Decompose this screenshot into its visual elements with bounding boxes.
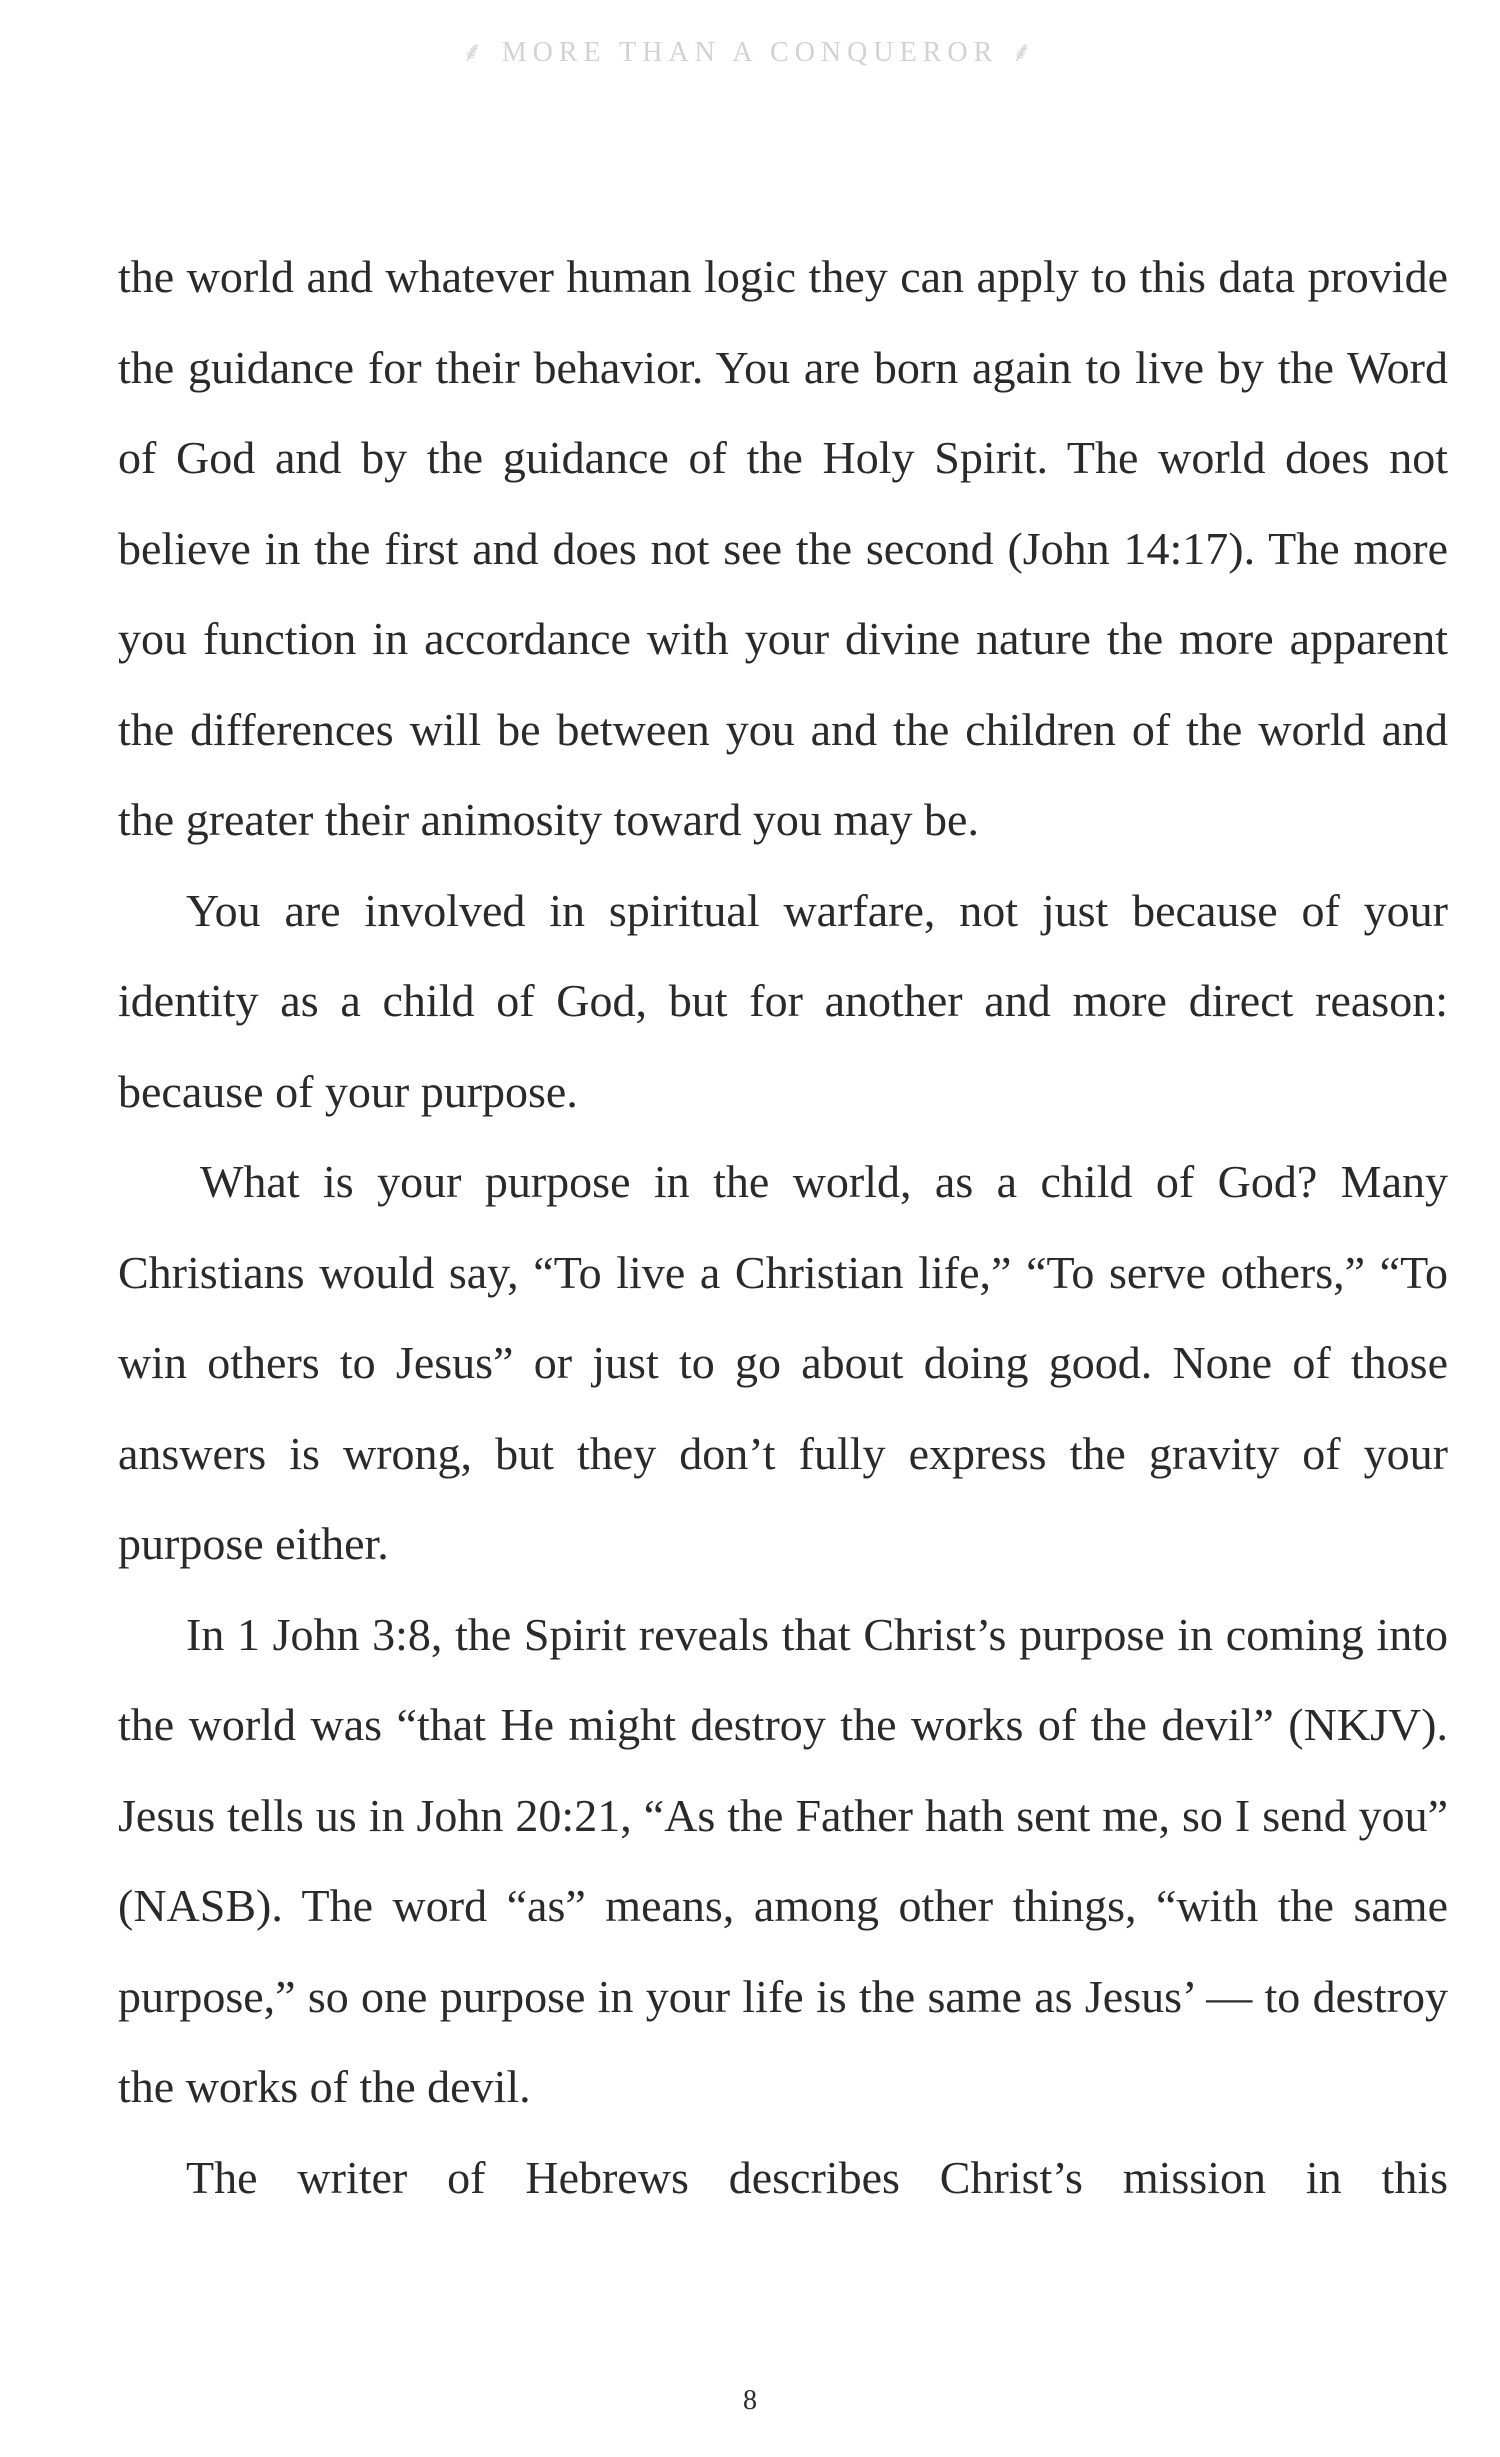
running-header: ⸙ MORE THAN A CONQUEROR ⸙ [461, 37, 1039, 68]
paragraph-3: What is your purpose in the world, as a child of God? Many Christians would say, “To live a Christian life,” “To serve others,” “To win others to Jesus” or just to go about doing good. None of those answers is wrong, but they don’t fully express the gravity of your purpose either. [118, 1156, 1448, 1569]
paragraph-1: the world and whatever human logic they can apply to this data provide the guidance for their behavior. You are born again to live by the Word of God and by the guidance of the Holy Spirit. The world does not believe in the first and does not see the second (John 14:17). The more you function in accordance with your divine nature the more apparent the differences will be between you and the children of the world and the greater their animosity toward you may be. [118, 251, 1448, 845]
paragraph-5: The writer of Hebrews describes Christ’s mission in this [186, 2151, 1448, 2203]
page-number: 8 [743, 2385, 757, 2416]
paragraph-4: In 1 John 3:8, the Spirit reveals that Christ’s purpose in coming into the world was “that He might destroy the works of the devil” (NKJV). Jesus tells us in John 20:21, “As the Father hath sent me, so I send you” (NASB). The word “as” means, among other things, “with the same purpose,” so one purpose in your life is the same as Jesus’ — to destroy the works of the devil. [118, 1608, 1448, 2112]
body-text [118, 232, 1448, 2223]
paragraph-2: You are involved in spiritual warfare, not just because of your identity as a child of God, but for another and more direct reason: because of your purpose. [118, 884, 1448, 1117]
